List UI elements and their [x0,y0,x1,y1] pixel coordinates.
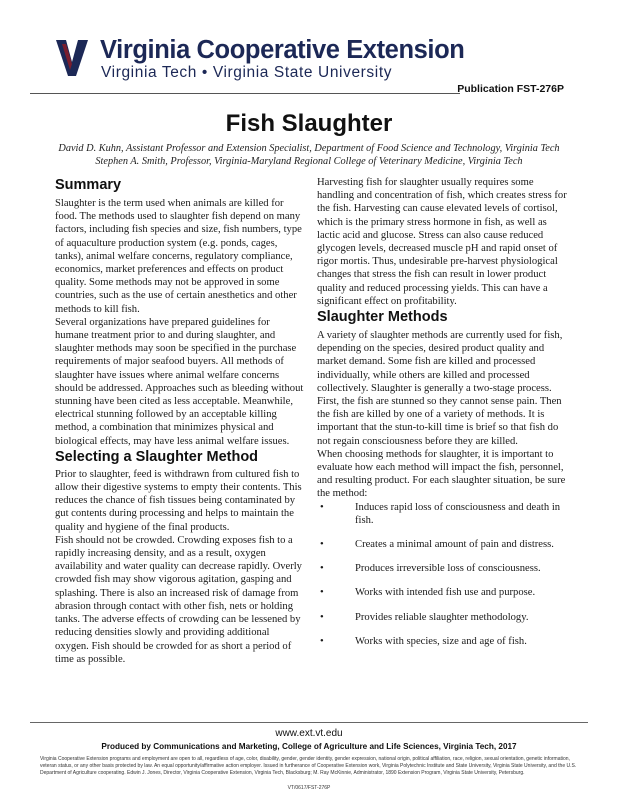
section-heading-methods: Slaughter Methods [317,309,448,326]
page-title: Fish Slaughter [225,110,393,137]
brand-title: Virginia Cooperative Extension [100,36,465,64]
method-checklist [317,501,569,648]
section-heading-summary: Summary [55,177,122,193]
crowding-paragraph: Fish should not be crowded. Crowding exposes fish to a rapidly increasing density, and as a result, oxygen availability and water quality can decrease rapidly. Overly crowded fish may show vigorous agitation, gasping and splashing. There is also an increased risk of damage from abrasion through contact with other fish, nets or holding tanks. The adverse effects of crowding can be lessened by reducing densities slowly and providing additional oxygen. Fish should be crowded for as short a period of time as possible. [55,534,302,665]
list-item-text: Creates a minimal amount of pain and distress. [355,539,554,551]
section-heading-selecting: Selecting a Slaughter Method [55,448,259,465]
list-item [317,611,569,624]
header-divider [30,93,460,94]
list-item-text: Induces rapid loss of consciousness and death in fish. [355,501,561,526]
list-item [317,586,569,599]
guidelines-paragraph: Several organizations have prepared guidelines for humane treatment prior to and during slaughter, and slaughter methods may soon be specified in the purchase requirements of major seafood buyers. All methods of slaughter have issues where animal welfare concerns should be addressed. Approaches such as bleeding without stunning have been cited as less acceptable. Meanwhile, electrical stunning followed by an acceptable killing method, a combination that minimizes physical and biological effects, may have less animal welfare issues. [55,316,304,447]
bullet-icon: • [320,539,324,551]
list-item [317,501,569,527]
list-item-text: Provides reliable slaughter methodology. [355,611,529,623]
vce-logo-icon [54,38,90,78]
footer-divider [30,722,588,723]
feed-withdrawal-paragraph: Prior to slaughter, feed is withdrawn from cultured fish to allow their digestive systems to empty their contents. This reduces the chance of fish tissues being contaminated by gut contents during processing and helps to maintain the quality and hygiene of the final products. [55,468,302,533]
methods-paragraph: A variety of slaughter methods are currently used for fish, depending on the species, desired product quality and market demand. Some fish are killed and processed individually, while others are killed and processed collectively. Slaughter is generally a two-stage process. First, the fish are stunned so they cannot sense pain. Then the fish are killed by one of a variety of methods. It is important that the stun-to-kill time is brief so that fish do not regain consciousness before they are killed. [317,330,563,447]
choosing-paragraph: When choosing methods for slaughter, it is important to evaluate how each method will impact the fish, personnel, and resulting product. For each slaughter situation, be sure the method: [317,448,566,500]
footer-credit: Produced by Communications and Marketing, College of Agriculture and Life Sciences, Virginia Tech, 2017 [101,742,517,751]
brand-subtitle: Virginia Tech • Virginia State University [101,64,393,81]
bullet-icon: • [320,611,324,623]
author-block [40,142,578,168]
footer-url-link[interactable]: www.ext.vt.edu [275,728,343,739]
right-column [317,176,569,659]
bullet-icon: • [320,587,324,599]
bullet-icon: • [320,635,324,647]
list-item-text: Works with species, size and age of fish. [355,635,527,647]
list-item [317,538,569,551]
left-column [55,176,305,666]
summary-paragraph: Slaughter is the term used when animals are killed for food. The methods used to slaughter fish depend on many factors, including fish species and size, fish numbers, type of aquaculture production system (e.g. ponds, cages, tanks), animal welfare concerns, regulatory compliance, economics, market preferences and effects on product quality. Some methods may not be approved in some countries, such as the use of certain anesthetics and other methods to kill fish. [55,198,302,315]
bullet-icon: • [320,563,324,575]
author-line: David D. Kuhn, Assistant Professor and Extension Specialist, Department of Food Science and Technology, Virginia Tech [58,143,560,154]
bullet-icon: • [320,501,324,513]
footer-publication-code: VT/0617/FST-276P [287,785,331,791]
author-line: Stephen A. Smith, Professor, Virginia-Maryland Regional College of Veterinary Medicine, Virginia Tech [95,156,523,167]
list-item [317,562,569,575]
list-item-text: Produces irreversible loss of consciousness. [355,563,541,575]
footer-legal-notice: Virginia Cooperative Extension programs and employment are open to all, regardless of age, color, disability, gender, gender identity, gender expression, national origin, political affiliation, race, religion, sexual orientation, genetic information, veteran status, or any other basis protected by law. An equal opportunity/affirmative action employer. Issued in furtherance of Cooperative Extension work, Virginia Polytechnic Institute and State University, Virginia State University, and the U.S. Department of Agriculture cooperating. Edwin J. Jones, Director, Virginia Cooperative Extension, Virginia Tech, Blacksburg; M. Ray McKinnie, Administrator, 1890 Extension Program, Virginia State University, Petersburg. [40,756,577,776]
list-item [317,635,569,648]
publication-number: Publication FST-276P [457,83,564,95]
list-item-text: Works with intended fish use and purpose. [355,587,536,599]
harvesting-paragraph: Harvesting fish for slaughter usually requires some handling and concentration of fish, which creates stress for the fish. Harvesting can cause elevated levels of cortisol, which is the primary stress hormone in fish, as well as lactic acid and glucose. Stress can also cause reduced glycogen levels, decreased muscle pH and rapid onset of rigor mortis. Thus, undesirable pre-harvest physiological changes that stress the fish can result in lower product quality and reduced processing yields. This can have a significant effect on profitability. [317,177,567,307]
